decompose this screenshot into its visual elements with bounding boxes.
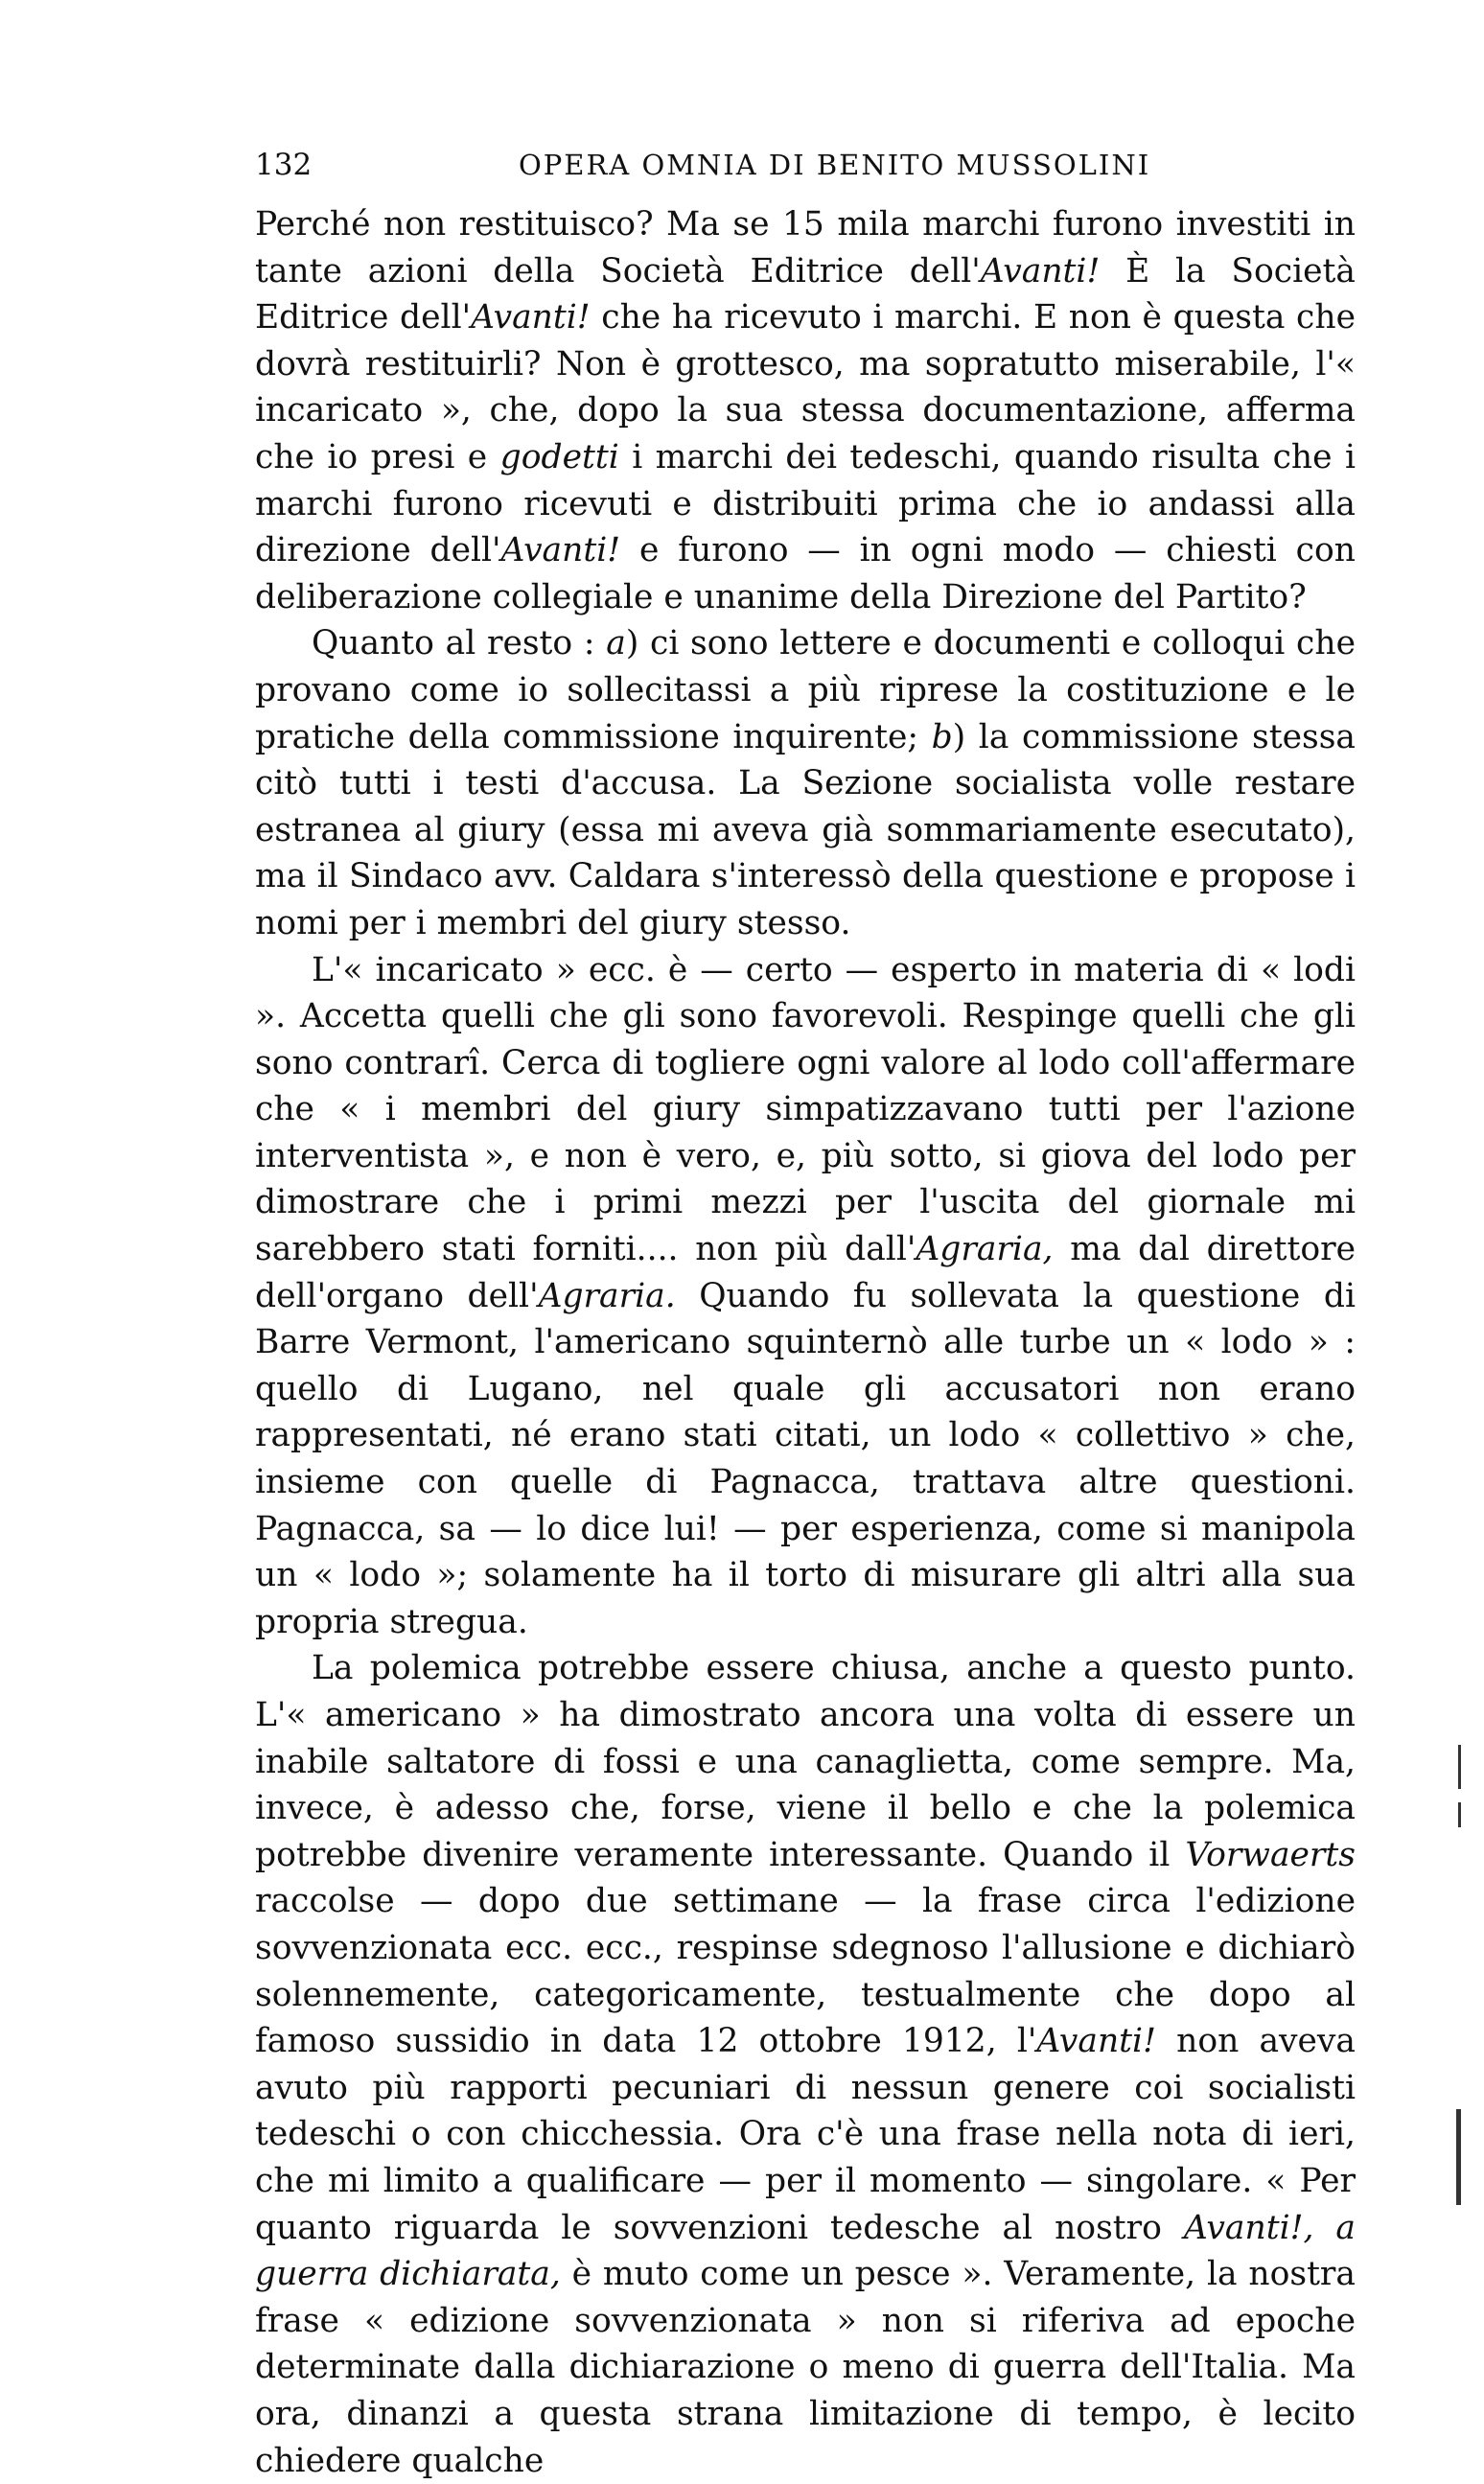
text-run: non aveva avuto più rapporti pecuniari di nessun genere coi socialisti tedeschi o con chicchessia. Ora c'è una frase nella nota di ieri, che mi limito a qualificare — per il momento — singolare. « Per quanto riguarda le sovvenzioni tedesche al nostro — [255, 2022, 1356, 2247]
italic-run: Avanti! — [471, 298, 591, 337]
text-run: raccolse — dopo due settimane — la frase circa l'edizione sovvenzionata ecc. ecc., respinse sdegnoso l'allusione e dichiarò solennemente, categoricamente, testualmente che dopo al famoso sussidio in data 12 ottobre 1912, l' — [255, 1882, 1356, 2061]
italic-run: Avanti! — [1036, 2022, 1156, 2061]
italic-run: Agraria, — [916, 1230, 1054, 1269]
italic-run: Avanti!, a guerra dichiarata, — [255, 2208, 1356, 2294]
text-run: e furono — in ogni modo — chiesti con deliberazione collegiale e unanime della Direzione del Partito? — [255, 531, 1356, 616]
book-title: OPERA OMNIA DI BENITO MUSSOLINI — [519, 149, 1151, 181]
scan-edge-mark — [1456, 2109, 1461, 2205]
paragraph-3 — [255, 947, 1356, 1646]
italic-run: godetti — [499, 437, 619, 476]
text-run: è muto come un pesce ». Veramente, la nostra frase « edizione sovvenzionata » non si riferiva ad epoche determinate dalla dichiarazione o meno di guerra dell'Italia. Ma ora, dinanzi a questa strana limitazione di tempo, è lecito chiedere qualche — [255, 2255, 1356, 2480]
body-text — [255, 201, 1356, 2484]
text-run: i marchi dei tedeschi, quando risulta che i marchi furono ricevuti e distribuiti prima che io andassi alla direzione dell' — [255, 437, 1356, 570]
text-run: che ha ricevuto i marchi. E non è questa che dovrà restituirli? Non è grottesco, ma sopratutto miserabile, l'« incaricato », che, dopo la sua stessa documentazione, afferma che io presi e — [255, 298, 1356, 476]
italic-run: a — [606, 624, 626, 663]
paragraph-4 — [255, 1645, 1356, 2484]
text-run: La polemica potrebbe essere chiusa, anche a questo punto. L'« americano » ha dimostrato ancora una volta di essere un inabile saltatore di fossi e una canaglietta, come sempre. Ma, invece, è adesso che, forse, viene il bello e che la polemica potrebbe divenire veramente interessante. Quando il — [255, 1649, 1356, 1874]
page-number: 132 — [255, 148, 313, 182]
running-header — [255, 144, 1356, 186]
italic-run: Avanti! — [500, 531, 621, 570]
text-run: Quando fu sollevata la questione di Barre Vermont, l'americano squinternò alle turbe un « lodo » : quello di Lugano, nel quale gli accusatori non erano rappresentati, né erano stati citati, un lodo « collettivo » che, insieme con quelle di Pagnacca, trattava altre questioni. Pagnacca, sa — lo dice lui! — per esperienza, come si manipola un « lodo »; solamente ha il torto di misurare gli altri alla sua propria stregua. — [255, 1276, 1356, 1641]
italic-run: Agraria. — [538, 1276, 676, 1315]
text-run: ) ci sono lettere e documenti e colloqui che provano come io sollecitassi a più riprese la costituzione e le pratiche della commissione inquirente; — [255, 624, 1356, 756]
text-run: L'« incaricato » ecc. è — certo — esperto in materia di « lodi ». Accetta quelli che gli sono favorevoli. Respinge quelli che gli sono contrarî. Cerca di togliere ogni valore al lodo coll'affermare che « i membri del giury simpatizzavano tutti per l'azione interventista », e non è vero, e, più sotto, si giova del lodo per dimostrare che i primi mezzi per l'uscita del giornale mi sarebbero stati forniti.... non più dall' — [255, 950, 1356, 1269]
text-run: Perché non restituisco? Ma se 15 mila marchi furono investiti in tante azioni della Società Editrice dell' — [255, 205, 1356, 290]
text-run: Quanto al resto : — [312, 624, 607, 663]
scan-edge-mark — [1458, 1745, 1461, 1789]
text-run: ma dal direttore dell'organo dell' — [255, 1230, 1356, 1315]
text-run: È la Società Editrice dell' — [255, 251, 1356, 337]
scan-edge-mark — [1458, 1802, 1461, 1827]
italic-run: Vorwaerts — [1185, 1835, 1356, 1874]
paragraph-1 — [255, 201, 1356, 620]
paragraph-2 — [255, 620, 1356, 946]
text-run: ) la commissione stessa citò tutti i testi d'accusa. La Sezione socialista volle restare estranea al giury (essa mi aveva già sommariamente esecutato), ma il Sindaco avv. Caldara s'interessò della questione e propose i nomi per i membri del giury stesso. — [255, 717, 1356, 942]
italic-run: Avanti! — [980, 251, 1101, 290]
italic-run: b — [931, 717, 953, 756]
